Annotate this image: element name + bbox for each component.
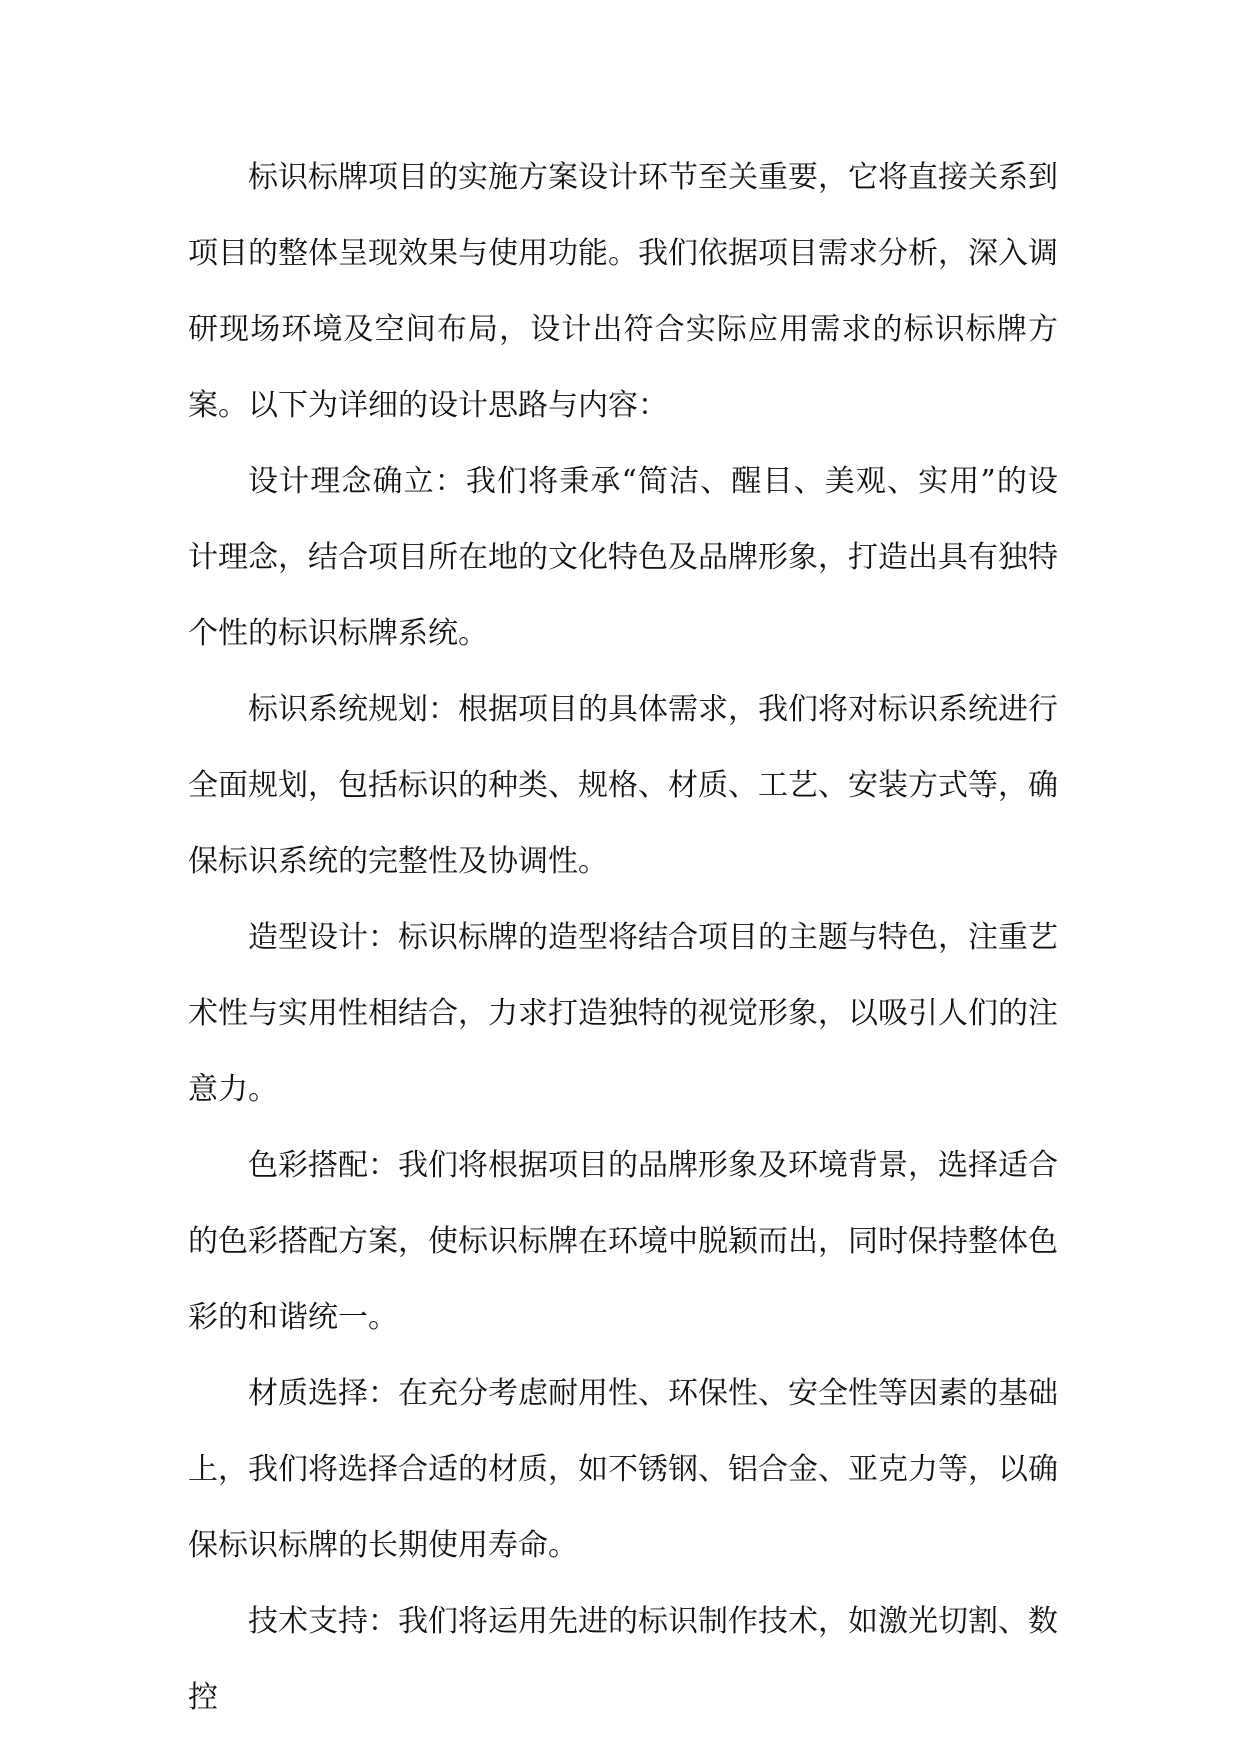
paragraph-shape-design: 造型设计：标识标牌的造型将结合项目的主题与特色，注重艺术性与实用性相结合，力求打造独特的视觉形象，以吸引人们的注意力。	[188, 920, 1058, 1107]
paragraph-technical-support: 技术支持：我们将运用先进的标识制作技术，如激光切割、数控	[188, 1604, 1058, 1715]
paragraph-color-matching: 色彩搭配：我们将根据项目的品牌形象及环境背景，选择适合的色彩搭配方案，使标识标牌在环境中脱颖而出，同时保持整体色彩的和谐统一。	[188, 1148, 1058, 1335]
paragraph-material-selection: 材质选择：在充分考虑耐用性、环保性、安全性等因素的基础上，我们将选择合适的材质，如不锈钢、铝合金、亚克力等，以确保标识标牌的长期使用寿命。	[188, 1376, 1058, 1563]
paragraph-design-concept: 设计理念确立：我们将秉承“简洁、醒目、美观、实用”的设计理念，结合项目所在地的文化特色及品牌形象，打造出具有独特个性的标识标牌系统。	[188, 464, 1058, 651]
paragraph-intro: 标识标牌项目的实施方案设计环节至关重要，它将直接关系到项目的整体呈现效果与使用功能。我们依据项目需求分析，深入调研现场环境及空间布局，设计出符合实际应用需求的标识标牌方案。以下为详细的设计思路与内容：	[188, 160, 1058, 423]
paragraph-system-planning: 标识系统规划：根据项目的具体需求，我们将对标识系统进行全面规划，包括标识的种类、规格、材质、工艺、安装方式等，确保标识系统的完整性及协调性。	[188, 692, 1058, 879]
document-body	[188, 140, 1058, 1736]
